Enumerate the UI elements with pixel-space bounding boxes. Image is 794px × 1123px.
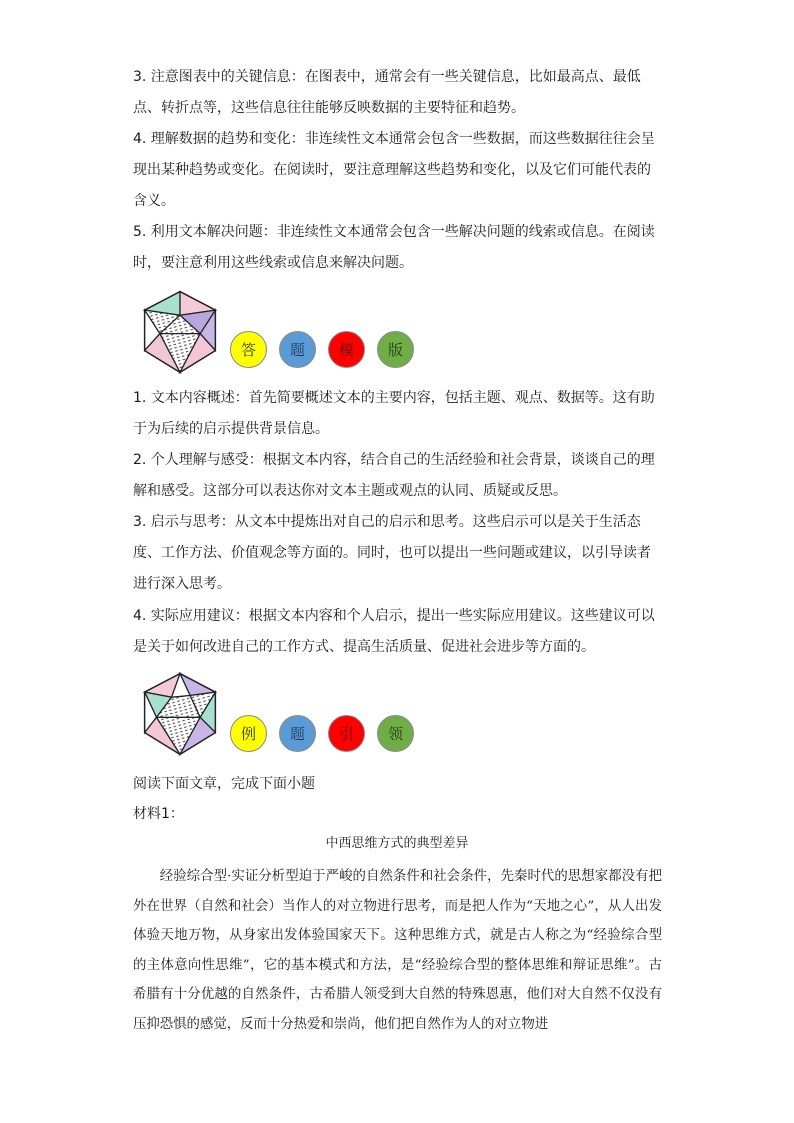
article-title: 中西思维方式的典型差异 <box>325 836 469 851</box>
section-badges <box>230 331 414 368</box>
badge-ti: 题 <box>279 331 316 368</box>
badge-yin: 引 <box>328 715 365 752</box>
badge-da: 答 <box>230 331 267 368</box>
tip-5: 5. 利用文本解决问题：非连续性文本通常会包含一些解决问题的线索或信息。在阅读时，要注意利用这些线索或信息来解决问题。 <box>133 224 655 271</box>
tip-4: 4. 理解数据的趋势和变化：非连续性文本通常会包含一些数据，而这些数据往往会呈现出某种趋势或变化。在阅读时，要注意理解这些趋势和变化，以及它们可能代表的含义。 <box>133 131 655 209</box>
icosahedron-icon <box>138 672 222 756</box>
badge-ti: 题 <box>279 715 316 752</box>
badge-mo: 模 <box>328 331 365 368</box>
badge-ling: 领 <box>377 715 414 752</box>
template-item-1: 1. 文本内容概述：首先简要概述文本的主要内容，包括主题、观点、数据等。这有助于为后续的启示提供背景信息。 <box>133 390 655 437</box>
template-item-2: 2. 个人理解与感受：根据文本内容，结合自己的生活经验和社会背景，谈谈自己的理解和感受。这部分可以表达你对文本主题或观点的认同、质疑或反思。 <box>133 452 655 499</box>
template-item-4: 4. 实际应用建议：根据文本内容和个人启示，提出一些实际应用建议。这些建议可以是关于如何改进自己的工作方式、提高生活质量、促进社会进步等方面的。 <box>133 608 655 655</box>
template-item-3: 3. 启示与思考：从文本中提炼出对自己的启示和思考。这些启示可以是关于生活态度、工作方法、价值观念等方面的。同时，也可以提出一些问题或建议，以引导读者进行深入思考。 <box>133 514 651 592</box>
article-body: 经验综合型·实证分析型迫于严峻的自然条件和社会条件，先秦时代的思想家都没有把外在世界（自然和社会）当作人的对立物进行思考，而是把人作为“天地之心”，从人出发体验天地万物，从身家出发体验国家天下。这种思维方式，就是古人称之为“经验综合型的主体意向性思维”，它的基本模式和方法，是“经验综合型的整体思维和辩证思维”。古希腊有十分优越的自然条件，古希腊人领受到大自然的特殊恩惠，他们对大自然不仅没有压抑恐惧的感觉，反而十分热爱和崇尚，他们把自然作为人的对立物进 <box>133 869 662 1032</box>
section-header-example <box>138 672 438 772</box>
material-label: 材料1： <box>133 806 184 822</box>
badge-li: 例 <box>230 715 267 752</box>
question-instruction: 阅读下面文章，完成下面小题 <box>133 776 315 792</box>
tip-3: 3. 注意图表中的关键信息：在图表中，通常会有一些关键信息，比如最高点、最低点、转折点等，这些信息往往能够反映数据的主要特征和趋势。 <box>133 69 641 116</box>
badge-ban: 版 <box>377 331 414 368</box>
icosahedron-icon <box>138 290 222 374</box>
section-badges <box>230 715 414 752</box>
section-header-template <box>138 290 438 390</box>
